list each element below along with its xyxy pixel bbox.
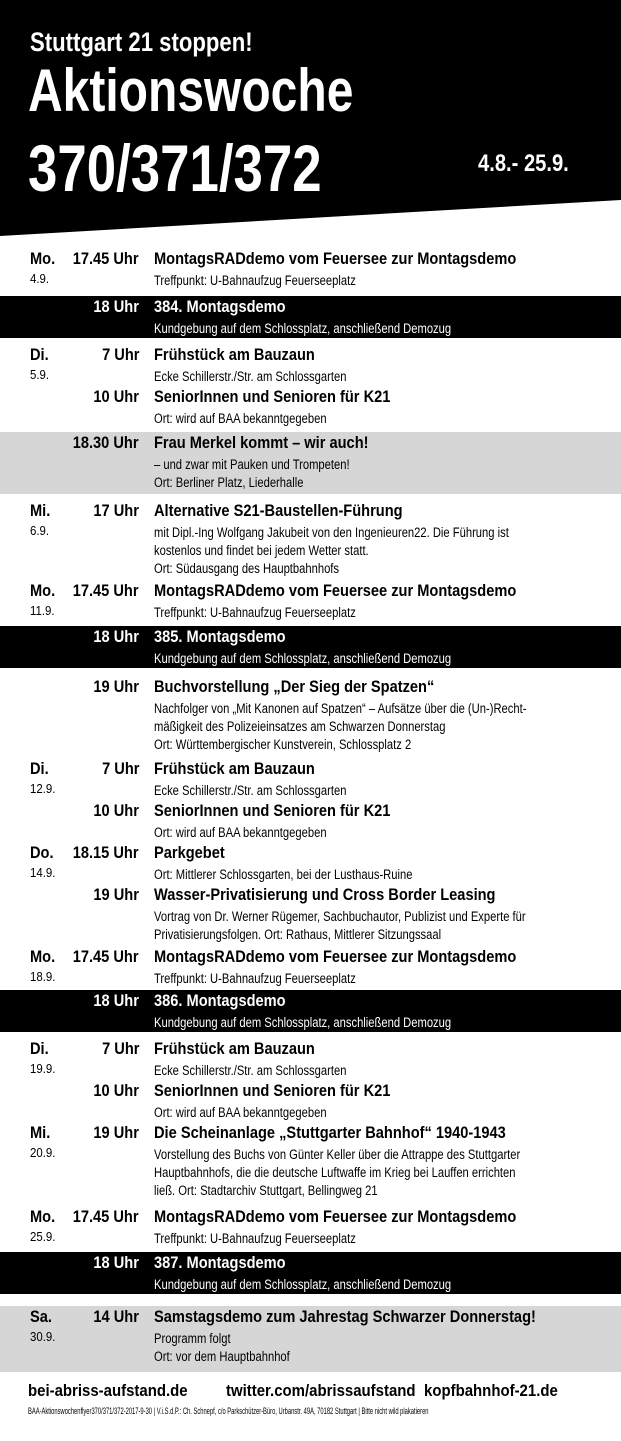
- event-description: [154, 1014, 602, 1032]
- event-description-line: Kundgebung auf dem Schlossplatz, anschließend Demozug: [154, 651, 452, 666]
- event-description: [154, 700, 602, 754]
- event-description: [154, 908, 602, 944]
- kopfbahnhof-link[interactable]: kopfbahnhof-21.de: [424, 1381, 558, 1400]
- event-date: 5.9.: [30, 367, 50, 382]
- event-description: [154, 456, 602, 492]
- event-row: [0, 800, 621, 842]
- event-time: 7 Uhr: [101, 345, 139, 364]
- event-day: Sa.: [30, 1307, 52, 1326]
- event-row: [0, 946, 621, 990]
- event-title: 387. Montagsdemo: [154, 1253, 286, 1272]
- event-date: 20.9.: [30, 1145, 56, 1160]
- event-description: [154, 1104, 602, 1122]
- event-title: 386. Montagsdemo: [154, 991, 286, 1010]
- event-time: 19 Uhr: [93, 885, 139, 904]
- event-date: 25.9.: [30, 1229, 56, 1244]
- event-description: [154, 866, 602, 884]
- event-row: [0, 500, 621, 580]
- event-title: 384. Montagsdemo: [154, 297, 286, 316]
- event-row: [0, 884, 621, 946]
- event-time: 10 Uhr: [93, 801, 139, 820]
- event-row-highlight: [0, 990, 621, 1032]
- event-row-highlight: [0, 1306, 621, 1372]
- event-time: 7 Uhr: [101, 759, 139, 778]
- event-day: Mi.: [30, 1123, 51, 1142]
- event-row: [0, 842, 621, 884]
- event-date: 6.9.: [30, 523, 50, 538]
- event-description: [154, 320, 602, 338]
- event-title: Frühstück am Bauzaun: [154, 345, 315, 364]
- event-time: 17.45 Uhr: [73, 581, 139, 600]
- event-description-line: Kundgebung auf dem Schlossplatz, anschließend Demozug: [154, 1015, 452, 1030]
- event-description: [154, 1062, 602, 1080]
- event-day: Di.: [30, 759, 49, 778]
- event-date: 4.9.: [30, 271, 50, 286]
- event-time: 19 Uhr: [93, 677, 139, 696]
- event-row: [0, 386, 621, 428]
- event-date: 19.9.: [30, 1061, 56, 1076]
- event-description-line: Kundgebung auf dem Schlossplatz, anschließend Demozug: [154, 1277, 452, 1292]
- event-time: 17 Uhr: [93, 501, 139, 520]
- event-day: Do.: [30, 843, 54, 862]
- event-description-line: Ecke Schillerstr./Str. am Schlossgarten: [154, 783, 347, 798]
- event-description-line: Ort: Südausgang des Hauptbahnhofs: [154, 561, 340, 576]
- event-description-line: mit Dipl.-Ing Wolfgang Jakubeit von den Ingenieuren22. Die Führung ist: [154, 525, 509, 540]
- event-description-line: Ort: wird auf BAA bekanntgegeben: [154, 1105, 327, 1120]
- event-time: 17.45 Uhr: [73, 947, 139, 966]
- event-title: SeniorInnen und Senioren für K21: [154, 801, 391, 820]
- event-row: [0, 1122, 621, 1204]
- event-time: 18 Uhr: [93, 297, 139, 316]
- event-description-line: Kundgebung auf dem Schlossplatz, anschließend Demozug: [154, 321, 452, 336]
- event-date: 30.9.: [30, 1329, 56, 1344]
- event-time: 18 Uhr: [93, 991, 139, 1010]
- event-row-highlight: [0, 432, 621, 494]
- event-time: 10 Uhr: [93, 387, 139, 406]
- event-title: MontagsRADdemo vom Feuersee zur Montagsdemo: [154, 581, 517, 600]
- event-date: 12.9.: [30, 781, 56, 796]
- event-description-line: Programm folgt: [154, 1331, 231, 1346]
- event-time: 18 Uhr: [93, 1253, 139, 1272]
- event-time: 14 Uhr: [93, 1307, 139, 1326]
- event-title: Parkgebet: [154, 843, 225, 862]
- event-description-line: kostenlos und findet bei jedem Wetter statt.: [154, 543, 369, 558]
- event-title: Frau Merkel kommt – wir auch!: [154, 433, 369, 452]
- event-title: Alternative S21-Baustellen-Führung: [154, 501, 403, 520]
- event-description: [154, 1330, 602, 1366]
- event-description-line: Hauptbahnhofs, die die deutsche Luftwaffe im Krieg bei Lauffen errichten: [154, 1165, 516, 1180]
- event-day: Di.: [30, 345, 49, 364]
- event-description-line: Treffpunkt: U-Bahnaufzug Feuerseeplatz: [154, 605, 356, 620]
- event-description-line: mäßigkeit des Polizeieinsatzes am Schwarzen Donnerstag: [154, 719, 446, 734]
- event-row: [0, 758, 621, 800]
- event-title: Samstagsdemo zum Jahrestag Schwarzer Donnerstag!: [154, 1307, 536, 1326]
- event-description-line: Vorstellung des Buchs von Günter Keller über die Attrappe des Stuttgarter: [154, 1147, 521, 1162]
- event-day: Mo.: [30, 249, 56, 268]
- event-description-line: Ort: vor dem Hauptbahnhof: [154, 1349, 290, 1364]
- event-description-line: Treffpunkt: U-Bahnaufzug Feuerseeplatz: [154, 273, 356, 288]
- event-description-line: – und zwar mit Pauken und Trompeten!: [154, 457, 350, 472]
- event-title: SeniorInnen und Senioren für K21: [154, 387, 391, 406]
- event-description-line: Ort: Mittlerer Schlossgarten, bei der Lusthaus-Ruine: [154, 867, 413, 882]
- event-description-line: ließ. Ort: Stadtarchiv Stuttgart, Bellingweg 21: [154, 1183, 378, 1198]
- event-time: 19 Uhr: [93, 1123, 139, 1142]
- event-description: [154, 272, 602, 290]
- event-time: 10 Uhr: [93, 1081, 139, 1100]
- event-description-line: Vortrag von Dr. Werner Rügemer, Sachbuchautor, Publizist und Experte für: [154, 909, 526, 924]
- event-row: [0, 580, 621, 624]
- event-description-line: Ecke Schillerstr./Str. am Schlossgarten: [154, 369, 347, 384]
- event-time: 18.30 Uhr: [73, 433, 139, 452]
- event-title: Die Scheinanlage „Stuttgarter Bahnhof“ 1940-1943: [154, 1123, 506, 1142]
- event-description-line: Privatisierungsfolgen. Ort: Rathaus, Mittlerer Sitzungssaal: [154, 927, 442, 942]
- event-time: 7 Uhr: [101, 1039, 139, 1058]
- event-title: Buchvorstellung „Der Sieg der Spatzen“: [154, 677, 435, 696]
- event-day: Mo.: [30, 1207, 56, 1226]
- page-title: Aktionswoche: [28, 57, 354, 124]
- event-day: Mo.: [30, 947, 56, 966]
- event-description-line: Ort: wird auf BAA bekanntgegeben: [154, 825, 327, 840]
- event-description: [154, 524, 602, 578]
- event-description-line: Nachfolger von „Mit Kanonen auf Spatzen“ – Aufsätze über die (Un-)Recht-: [154, 701, 527, 716]
- event-row: [0, 1080, 621, 1122]
- event-row: [0, 344, 621, 386]
- event-row-highlight: [0, 626, 621, 668]
- header-banner: [0, 0, 621, 240]
- event-time: 17.45 Uhr: [73, 249, 139, 268]
- twitter-link[interactable]: twitter.com/abrissaufstand: [226, 1381, 416, 1400]
- event-description: [154, 1276, 602, 1294]
- event-day: Di.: [30, 1039, 49, 1058]
- imprint-text: BAA-Aktionswochenflyer370/371/372-2017-9-30 | V.i.S.d.P.: Ch. Schnepf, c/o Parkschützer-Büro, Urbanstr. 49A, 70182 Stuttgart | Bitte nicht wild plakatieren: [28, 1406, 429, 1417]
- event-row: [0, 1038, 621, 1080]
- event-description: [154, 1146, 602, 1200]
- event-description-line: Ecke Schillerstr./Str. am Schlossgarten: [154, 1063, 347, 1078]
- event-description: [154, 604, 602, 622]
- event-description: [154, 410, 602, 428]
- event-description: [154, 970, 602, 988]
- event-title: SeniorInnen und Senioren für K21: [154, 1081, 391, 1100]
- event-description-line: Ort: wird auf BAA bekanntgegeben: [154, 411, 327, 426]
- event-title: MontagsRADdemo vom Feuersee zur Montagsdemo: [154, 947, 517, 966]
- event-row-highlight: [0, 296, 621, 338]
- date-range: 4.8.- 25.9.: [478, 150, 569, 177]
- event-date: 18.9.: [30, 969, 56, 984]
- event-description-line: Ort: Berliner Platz, Liederhalle: [154, 475, 304, 490]
- event-description: [154, 650, 602, 668]
- event-time: 18 Uhr: [93, 627, 139, 646]
- event-description: [154, 782, 602, 800]
- event-row: [0, 676, 621, 756]
- event-description: [154, 368, 602, 386]
- event-description: [154, 824, 602, 842]
- event-row: [0, 248, 621, 292]
- event-day: Mi.: [30, 501, 51, 520]
- event-time: 18.15 Uhr: [73, 843, 139, 862]
- footer: [0, 1376, 621, 1441]
- event-title: Wasser-Privatisierung und Cross Border Leasing: [154, 885, 496, 904]
- website-link[interactable]: bei-abriss-aufstand.de: [28, 1381, 188, 1400]
- event-title: Frühstück am Bauzaun: [154, 1039, 315, 1058]
- edition-numbers: 370/371/372: [28, 131, 322, 205]
- event-description-line: Ort: Württembergischer Kunstverein, Schlossplatz 2: [154, 737, 412, 752]
- event-row-highlight: [0, 1252, 621, 1294]
- event-description-line: Treffpunkt: U-Bahnaufzug Feuerseeplatz: [154, 971, 356, 986]
- event-title: MontagsRADdemo vom Feuersee zur Montagsdemo: [154, 1207, 517, 1226]
- event-row: [0, 1206, 621, 1250]
- event-day: Mo.: [30, 581, 56, 600]
- event-title: Frühstück am Bauzaun: [154, 759, 315, 778]
- event-title: 385. Montagsdemo: [154, 627, 286, 646]
- event-date: 14.9.: [30, 865, 56, 880]
- event-time: 17.45 Uhr: [73, 1207, 139, 1226]
- subtitle: Stuttgart 21 stoppen!: [30, 27, 253, 57]
- event-description-line: Treffpunkt: U-Bahnaufzug Feuerseeplatz: [154, 1231, 356, 1246]
- event-description: [154, 1230, 602, 1248]
- event-date: 11.9.: [30, 603, 55, 618]
- event-title: MontagsRADdemo vom Feuersee zur Montagsdemo: [154, 249, 517, 268]
